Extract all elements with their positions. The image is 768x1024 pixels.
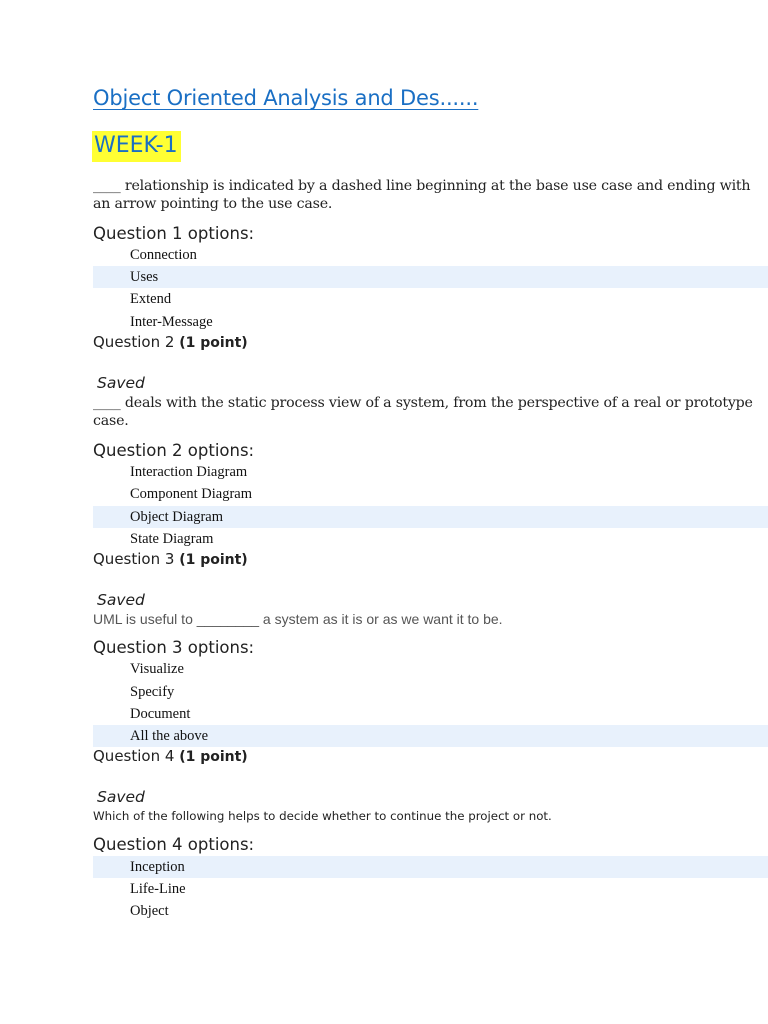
question-3-saved-status: Saved [97, 591, 145, 609]
question-3-number: Question 3 [93, 550, 175, 568]
question-4-text: Which of the following helps to decide whether to continue the project or not. [93, 809, 552, 823]
question-2-option-2[interactable]: Component Diagram [130, 486, 253, 502]
question-1-option-2[interactable]: Uses [93, 266, 768, 288]
question-4-saved-status: Saved [97, 788, 145, 806]
question-2-option-1[interactable]: Interaction Diagram [130, 464, 248, 480]
question-2-text: ____ deals with the static process view of a system, from the perspective of a real or prototype case. [93, 395, 753, 429]
question-3-option-4[interactable]: All the above [93, 725, 768, 747]
question-3-option-1[interactable]: Visualize [130, 661, 184, 677]
question-2-option-3[interactable]: Object Diagram [93, 506, 768, 528]
question-3-option-2[interactable]: Specify [130, 684, 175, 700]
question-4-option-1[interactable]: Inception [93, 856, 768, 878]
question-1-option-4[interactable]: Inter-Message [130, 314, 213, 330]
question-4-label [93, 747, 248, 765]
question-4-options-heading: Question 4 options: [93, 835, 255, 854]
question-3-options-heading: Question 3 options: [93, 638, 255, 657]
question-2-saved-status: Saved [97, 374, 145, 392]
question-4-points: (1 point) [179, 749, 248, 765]
question-1-option-1[interactable]: Connection [130, 247, 197, 263]
question-1-options-heading: Question 1 options: [93, 224, 255, 243]
question-2-number: Question 2 [93, 333, 175, 351]
week-heading: WEEK-1 [92, 131, 181, 162]
question-1-option-3[interactable]: Extend [130, 291, 172, 307]
question-4-option-2[interactable]: Life-Line [130, 881, 186, 897]
question-2-options-heading: Question 2 options: [93, 441, 255, 460]
question-3-text: UML is useful to ________ a system as it is or as we want it to be. [93, 611, 503, 627]
question-2-label [93, 333, 248, 351]
question-3-label [93, 550, 248, 568]
question-3-option-3[interactable]: Document [130, 706, 191, 722]
question-3-points: (1 point) [179, 552, 248, 568]
question-4-option-3[interactable]: Object [130, 903, 169, 919]
question-1-text: ____ relationship is indicated by a dashed line beginning at the base use case and ending with an arrow pointing to the use case. [93, 178, 751, 212]
question-4-number: Question 4 [93, 747, 175, 765]
question-2-points: (1 point) [179, 335, 248, 351]
question-2-option-4[interactable]: State Diagram [130, 531, 214, 547]
document-title-link[interactable]: Object Oriented Analysis and Des...... [93, 86, 479, 110]
